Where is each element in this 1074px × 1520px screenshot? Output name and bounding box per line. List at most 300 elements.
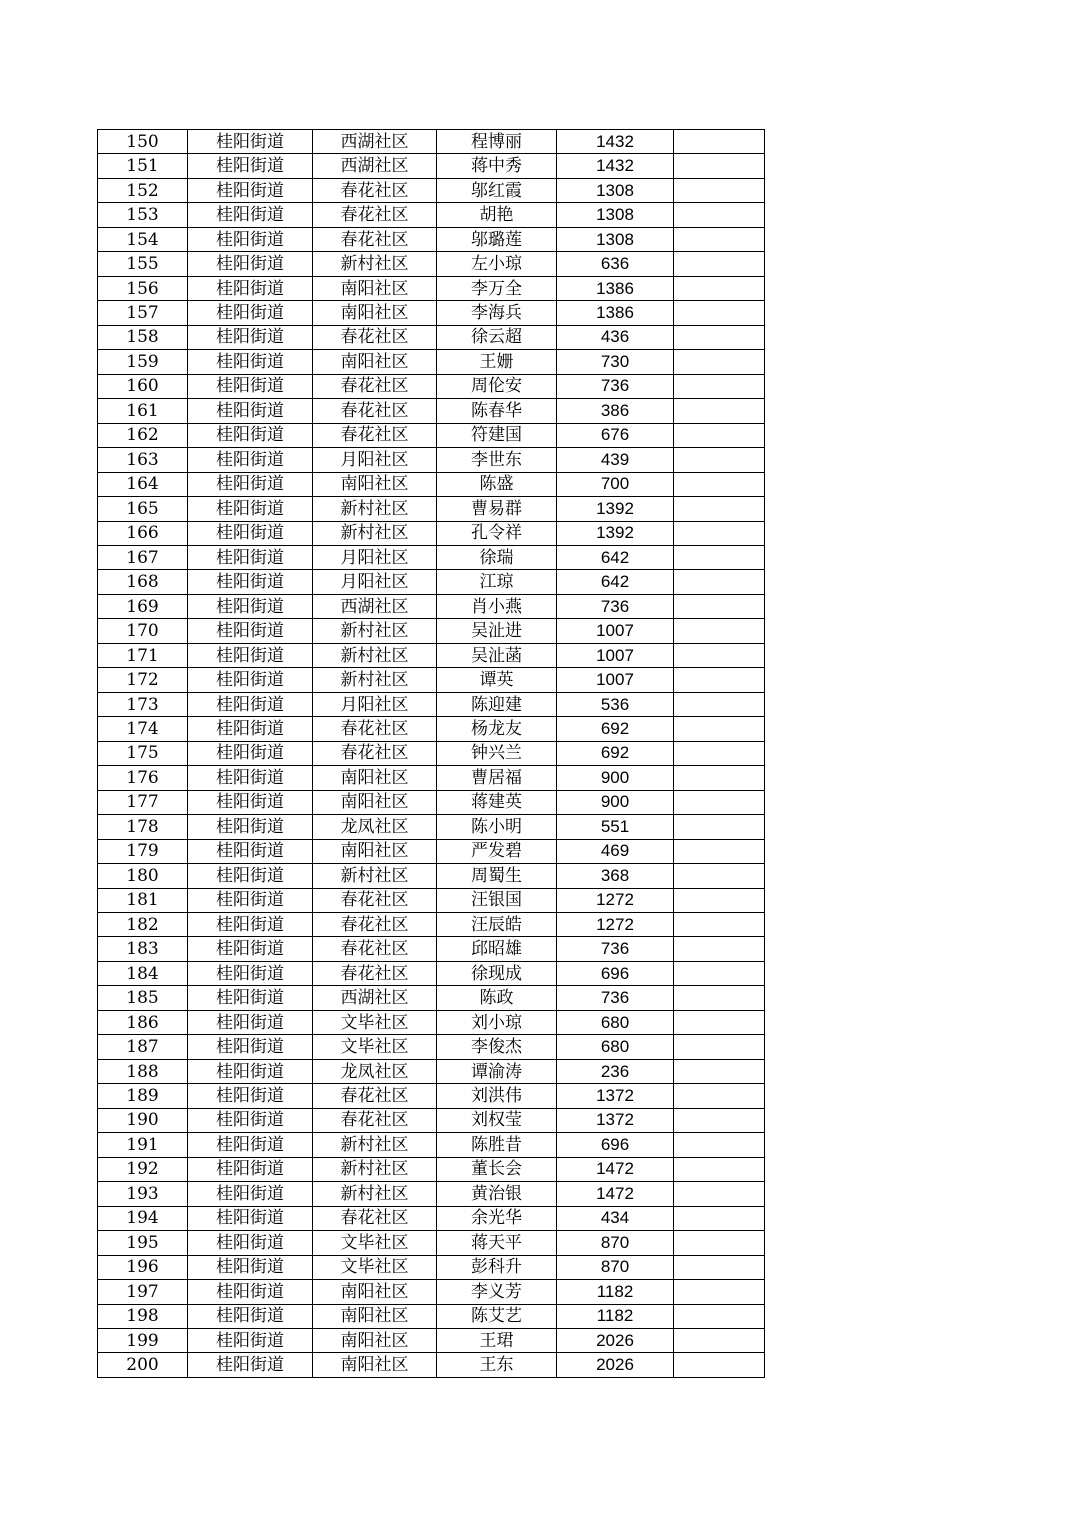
cell-name: 左小琼 <box>437 252 557 276</box>
cell-name: 陈小明 <box>437 815 557 839</box>
cell-name: 李俊杰 <box>437 1035 557 1059</box>
cell-amount: 696 <box>557 1133 674 1157</box>
cell-name: 刘权莹 <box>437 1108 557 1132</box>
cell-note <box>674 350 765 374</box>
table-row <box>98 888 765 912</box>
cell-community: 春花社区 <box>313 741 437 765</box>
cell-amount: 1392 <box>557 497 674 521</box>
cell-name: 陈春华 <box>437 399 557 423</box>
cell-note <box>674 1059 765 1083</box>
cell-note <box>674 1157 765 1181</box>
cell-street: 桂阳街道 <box>188 1328 313 1352</box>
cell-amount: 1308 <box>557 178 674 202</box>
cell-name: 程博丽 <box>437 130 557 154</box>
cell-amount: 1182 <box>557 1280 674 1304</box>
cell-row-number: 158 <box>98 325 188 349</box>
cell-name: 王东 <box>437 1353 557 1377</box>
cell-community: 文毕社区 <box>313 1231 437 1255</box>
cell-community: 春花社区 <box>313 178 437 202</box>
cell-amount: 680 <box>557 1010 674 1034</box>
cell-amount: 434 <box>557 1206 674 1230</box>
cell-row-number: 159 <box>98 350 188 374</box>
table-row <box>98 1255 765 1279</box>
cell-street: 桂阳街道 <box>188 1010 313 1034</box>
cell-name: 曹易群 <box>437 497 557 521</box>
cell-name: 胡艳 <box>437 203 557 227</box>
cell-row-number: 190 <box>98 1108 188 1132</box>
cell-note <box>674 227 765 251</box>
table-row <box>98 374 765 398</box>
cell-amount: 1308 <box>557 203 674 227</box>
cell-street: 桂阳街道 <box>188 154 313 178</box>
cell-name: 周蜀生 <box>437 864 557 888</box>
cell-name: 陈迎建 <box>437 692 557 716</box>
cell-name: 吴沚进 <box>437 619 557 643</box>
cell-amount: 1392 <box>557 521 674 545</box>
cell-community: 春花社区 <box>313 423 437 447</box>
cell-note <box>674 961 765 985</box>
cell-name: 孔令祥 <box>437 521 557 545</box>
cell-community: 南阳社区 <box>313 766 437 790</box>
table-row <box>98 1206 765 1230</box>
cell-row-number: 151 <box>98 154 188 178</box>
table-row <box>98 1108 765 1132</box>
cell-amount: 1472 <box>557 1157 674 1181</box>
cell-street: 桂阳街道 <box>188 301 313 325</box>
cell-community: 龙凤社区 <box>313 1059 437 1083</box>
cell-note <box>674 325 765 349</box>
cell-note <box>674 913 765 937</box>
cell-street: 桂阳街道 <box>188 1231 313 1255</box>
cell-amount: 436 <box>557 325 674 349</box>
table-row <box>98 1059 765 1083</box>
cell-note <box>674 692 765 716</box>
cell-amount: 636 <box>557 252 674 276</box>
cell-name: 邬璐莲 <box>437 227 557 251</box>
cell-amount: 1432 <box>557 154 674 178</box>
cell-name: 徐现成 <box>437 961 557 985</box>
cell-note <box>674 1231 765 1255</box>
table-row <box>98 1157 765 1181</box>
cell-row-number: 166 <box>98 521 188 545</box>
table-row <box>98 130 765 154</box>
cell-note <box>674 790 765 814</box>
cell-note <box>674 1304 765 1328</box>
cell-street: 桂阳街道 <box>188 766 313 790</box>
cell-row-number: 162 <box>98 423 188 447</box>
cell-row-number: 175 <box>98 741 188 765</box>
cell-community: 新村社区 <box>313 521 437 545</box>
cell-row-number: 185 <box>98 986 188 1010</box>
cell-note <box>674 448 765 472</box>
cell-amount: 1272 <box>557 888 674 912</box>
cell-note <box>674 399 765 423</box>
cell-row-number: 169 <box>98 594 188 618</box>
cell-row-number: 183 <box>98 937 188 961</box>
cell-row-number: 171 <box>98 643 188 667</box>
table-row <box>98 1133 765 1157</box>
cell-row-number: 189 <box>98 1084 188 1108</box>
cell-name: 董长会 <box>437 1157 557 1181</box>
cell-street: 桂阳街道 <box>188 1304 313 1328</box>
cell-note <box>674 1255 765 1279</box>
table-row <box>98 839 765 863</box>
cell-street: 桂阳街道 <box>188 374 313 398</box>
cell-note <box>674 374 765 398</box>
cell-community: 文毕社区 <box>313 1035 437 1059</box>
cell-note <box>674 130 765 154</box>
cell-street: 桂阳街道 <box>188 1353 313 1377</box>
cell-note <box>674 301 765 325</box>
cell-street: 桂阳街道 <box>188 497 313 521</box>
cell-community: 春花社区 <box>313 1084 437 1108</box>
cell-note <box>674 1108 765 1132</box>
cell-community: 春花社区 <box>313 1108 437 1132</box>
cell-row-number: 164 <box>98 472 188 496</box>
cell-amount: 368 <box>557 864 674 888</box>
cell-row-number: 172 <box>98 668 188 692</box>
cell-street: 桂阳街道 <box>188 1157 313 1181</box>
cell-street: 桂阳街道 <box>188 961 313 985</box>
cell-amount: 1432 <box>557 130 674 154</box>
table-body <box>98 130 765 1378</box>
cell-name: 陈盛 <box>437 472 557 496</box>
cell-name: 徐瑞 <box>437 545 557 569</box>
cell-community: 南阳社区 <box>313 301 437 325</box>
cell-row-number: 177 <box>98 790 188 814</box>
cell-amount: 642 <box>557 545 674 569</box>
cell-name: 江琼 <box>437 570 557 594</box>
cell-community: 春花社区 <box>313 888 437 912</box>
cell-community: 文毕社区 <box>313 1010 437 1034</box>
cell-row-number: 196 <box>98 1255 188 1279</box>
cell-street: 桂阳街道 <box>188 570 313 594</box>
table-row <box>98 1182 765 1206</box>
cell-street: 桂阳街道 <box>188 203 313 227</box>
cell-note <box>674 1084 765 1108</box>
cell-note <box>674 521 765 545</box>
cell-street: 桂阳街道 <box>188 1182 313 1206</box>
data-table <box>97 129 765 1378</box>
table-row <box>98 937 765 961</box>
cell-community: 龙凤社区 <box>313 815 437 839</box>
cell-amount: 1372 <box>557 1084 674 1108</box>
table-row <box>98 423 765 447</box>
cell-row-number: 197 <box>98 1280 188 1304</box>
cell-street: 桂阳街道 <box>188 741 313 765</box>
table-row <box>98 986 765 1010</box>
cell-community: 春花社区 <box>313 1206 437 1230</box>
cell-name: 徐云超 <box>437 325 557 349</box>
cell-community: 新村社区 <box>313 1182 437 1206</box>
cell-name: 邱昭雄 <box>437 937 557 961</box>
cell-note <box>674 815 765 839</box>
cell-row-number: 150 <box>98 130 188 154</box>
cell-note <box>674 643 765 667</box>
cell-street: 桂阳街道 <box>188 1059 313 1083</box>
cell-note <box>674 276 765 300</box>
cell-street: 桂阳街道 <box>188 1133 313 1157</box>
cell-row-number: 170 <box>98 619 188 643</box>
cell-row-number: 191 <box>98 1133 188 1157</box>
cell-amount: 870 <box>557 1255 674 1279</box>
cell-note <box>674 1010 765 1034</box>
cell-name: 陈胜昔 <box>437 1133 557 1157</box>
cell-community: 春花社区 <box>313 913 437 937</box>
table-row <box>98 301 765 325</box>
cell-community: 南阳社区 <box>313 276 437 300</box>
table-row <box>98 1035 765 1059</box>
cell-note <box>674 864 765 888</box>
table-row <box>98 227 765 251</box>
table-row <box>98 1280 765 1304</box>
cell-community: 南阳社区 <box>313 839 437 863</box>
cell-street: 桂阳街道 <box>188 350 313 374</box>
cell-street: 桂阳街道 <box>188 130 313 154</box>
table-row <box>98 717 765 741</box>
cell-note <box>674 570 765 594</box>
cell-street: 桂阳街道 <box>188 448 313 472</box>
cell-row-number: 192 <box>98 1157 188 1181</box>
cell-row-number: 160 <box>98 374 188 398</box>
cell-amount: 736 <box>557 986 674 1010</box>
cell-name: 吴沚菡 <box>437 643 557 667</box>
table-row <box>98 741 765 765</box>
table-row <box>98 766 765 790</box>
cell-name: 彭科升 <box>437 1255 557 1279</box>
cell-name: 杨龙友 <box>437 717 557 741</box>
cell-name: 肖小燕 <box>437 594 557 618</box>
cell-street: 桂阳街道 <box>188 815 313 839</box>
cell-amount: 692 <box>557 717 674 741</box>
cell-community: 新村社区 <box>313 252 437 276</box>
cell-note <box>674 741 765 765</box>
cell-amount: 900 <box>557 790 674 814</box>
table-row <box>98 1304 765 1328</box>
cell-note <box>674 1035 765 1059</box>
cell-amount: 870 <box>557 1231 674 1255</box>
cell-community: 新村社区 <box>313 497 437 521</box>
cell-row-number: 193 <box>98 1182 188 1206</box>
cell-street: 桂阳街道 <box>188 325 313 349</box>
cell-name: 钟兴兰 <box>437 741 557 765</box>
cell-row-number: 163 <box>98 448 188 472</box>
cell-name: 李世东 <box>437 448 557 472</box>
table-row <box>98 790 765 814</box>
cell-row-number: 173 <box>98 692 188 716</box>
cell-note <box>674 252 765 276</box>
cell-name: 谭渝涛 <box>437 1059 557 1083</box>
cell-community: 春花社区 <box>313 937 437 961</box>
cell-note <box>674 472 765 496</box>
cell-amount: 696 <box>557 961 674 985</box>
cell-note <box>674 986 765 1010</box>
cell-note <box>674 594 765 618</box>
cell-street: 桂阳街道 <box>188 472 313 496</box>
cell-row-number: 165 <box>98 497 188 521</box>
cell-name: 蒋中秀 <box>437 154 557 178</box>
cell-name: 汪银国 <box>437 888 557 912</box>
cell-note <box>674 888 765 912</box>
cell-note <box>674 668 765 692</box>
cell-community: 西湖社区 <box>313 986 437 1010</box>
cell-amount: 2026 <box>557 1328 674 1352</box>
cell-street: 桂阳街道 <box>188 423 313 447</box>
cell-amount: 236 <box>557 1059 674 1083</box>
cell-community: 西湖社区 <box>313 130 437 154</box>
cell-community: 文毕社区 <box>313 1255 437 1279</box>
cell-community: 春花社区 <box>313 325 437 349</box>
cell-amount: 1386 <box>557 276 674 300</box>
cell-name: 黄治银 <box>437 1182 557 1206</box>
table-row <box>98 668 765 692</box>
cell-row-number: 198 <box>98 1304 188 1328</box>
cell-row-number: 199 <box>98 1328 188 1352</box>
cell-row-number: 194 <box>98 1206 188 1230</box>
cell-note <box>674 497 765 521</box>
cell-note <box>674 937 765 961</box>
cell-community: 月阳社区 <box>313 692 437 716</box>
cell-community: 南阳社区 <box>313 350 437 374</box>
cell-street: 桂阳街道 <box>188 790 313 814</box>
cell-amount: 700 <box>557 472 674 496</box>
cell-amount: 736 <box>557 937 674 961</box>
cell-street: 桂阳街道 <box>188 1084 313 1108</box>
cell-street: 桂阳街道 <box>188 864 313 888</box>
table-row <box>98 570 765 594</box>
cell-row-number: 187 <box>98 1035 188 1059</box>
table-row <box>98 276 765 300</box>
cell-note <box>674 619 765 643</box>
cell-row-number: 156 <box>98 276 188 300</box>
cell-note <box>674 1182 765 1206</box>
table-row <box>98 178 765 202</box>
cell-amount: 1386 <box>557 301 674 325</box>
cell-name: 蒋天平 <box>437 1231 557 1255</box>
cell-community: 南阳社区 <box>313 1304 437 1328</box>
table-row <box>98 961 765 985</box>
cell-amount: 469 <box>557 839 674 863</box>
cell-row-number: 161 <box>98 399 188 423</box>
cell-name: 刘洪伟 <box>437 1084 557 1108</box>
table-row <box>98 521 765 545</box>
cell-row-number: 155 <box>98 252 188 276</box>
cell-street: 桂阳街道 <box>188 1280 313 1304</box>
cell-street: 桂阳街道 <box>188 619 313 643</box>
cell-street: 桂阳街道 <box>188 399 313 423</box>
cell-note <box>674 1328 765 1352</box>
cell-community: 春花社区 <box>313 961 437 985</box>
cell-name: 邬红霞 <box>437 178 557 202</box>
cell-community: 新村社区 <box>313 1157 437 1181</box>
cell-row-number: 195 <box>98 1231 188 1255</box>
cell-community: 新村社区 <box>313 1133 437 1157</box>
cell-community: 春花社区 <box>313 227 437 251</box>
cell-name: 谭英 <box>437 668 557 692</box>
cell-row-number: 153 <box>98 203 188 227</box>
cell-note <box>674 1206 765 1230</box>
cell-amount: 1308 <box>557 227 674 251</box>
cell-row-number: 179 <box>98 839 188 863</box>
cell-amount: 736 <box>557 594 674 618</box>
cell-row-number: 174 <box>98 717 188 741</box>
cell-community: 新村社区 <box>313 864 437 888</box>
cell-community: 南阳社区 <box>313 1280 437 1304</box>
table-row <box>98 252 765 276</box>
cell-community: 西湖社区 <box>313 154 437 178</box>
cell-name: 王姗 <box>437 350 557 374</box>
cell-community: 新村社区 <box>313 619 437 643</box>
cell-note <box>674 423 765 447</box>
cell-street: 桂阳街道 <box>188 1255 313 1279</box>
table-row <box>98 545 765 569</box>
cell-amount: 1007 <box>557 619 674 643</box>
table-row <box>98 815 765 839</box>
cell-community: 月阳社区 <box>313 545 437 569</box>
cell-name: 汪辰皓 <box>437 913 557 937</box>
cell-name: 曹居福 <box>437 766 557 790</box>
cell-amount: 736 <box>557 374 674 398</box>
cell-street: 桂阳街道 <box>188 521 313 545</box>
cell-amount: 2026 <box>557 1353 674 1377</box>
table-row <box>98 864 765 888</box>
cell-row-number: 182 <box>98 913 188 937</box>
cell-amount: 676 <box>557 423 674 447</box>
table-row <box>98 619 765 643</box>
cell-note <box>674 1353 765 1377</box>
table-row <box>98 1353 765 1377</box>
cell-community: 春花社区 <box>313 374 437 398</box>
cell-street: 桂阳街道 <box>188 1206 313 1230</box>
table-row <box>98 399 765 423</box>
cell-amount: 439 <box>557 448 674 472</box>
cell-community: 月阳社区 <box>313 448 437 472</box>
cell-note <box>674 203 765 227</box>
cell-community: 南阳社区 <box>313 790 437 814</box>
cell-community: 南阳社区 <box>313 1328 437 1352</box>
cell-street: 桂阳街道 <box>188 913 313 937</box>
cell-amount: 1372 <box>557 1108 674 1132</box>
cell-community: 月阳社区 <box>313 570 437 594</box>
cell-community: 新村社区 <box>313 668 437 692</box>
cell-row-number: 181 <box>98 888 188 912</box>
cell-name: 陈政 <box>437 986 557 1010</box>
cell-amount: 1182 <box>557 1304 674 1328</box>
cell-name: 陈艾艺 <box>437 1304 557 1328</box>
cell-street: 桂阳街道 <box>188 839 313 863</box>
cell-row-number: 176 <box>98 766 188 790</box>
cell-row-number: 186 <box>98 1010 188 1034</box>
cell-name: 蒋建英 <box>437 790 557 814</box>
table-row <box>98 692 765 716</box>
table-row <box>98 497 765 521</box>
cell-row-number: 178 <box>98 815 188 839</box>
cell-name: 符建国 <box>437 423 557 447</box>
cell-amount: 730 <box>557 350 674 374</box>
cell-note <box>674 178 765 202</box>
table-row <box>98 1010 765 1034</box>
cell-street: 桂阳街道 <box>188 888 313 912</box>
cell-amount: 692 <box>557 741 674 765</box>
cell-note <box>674 545 765 569</box>
cell-community: 西湖社区 <box>313 594 437 618</box>
cell-row-number: 157 <box>98 301 188 325</box>
cell-street: 桂阳街道 <box>188 227 313 251</box>
cell-amount: 642 <box>557 570 674 594</box>
cell-street: 桂阳街道 <box>188 986 313 1010</box>
cell-row-number: 167 <box>98 545 188 569</box>
cell-name: 严发碧 <box>437 839 557 863</box>
